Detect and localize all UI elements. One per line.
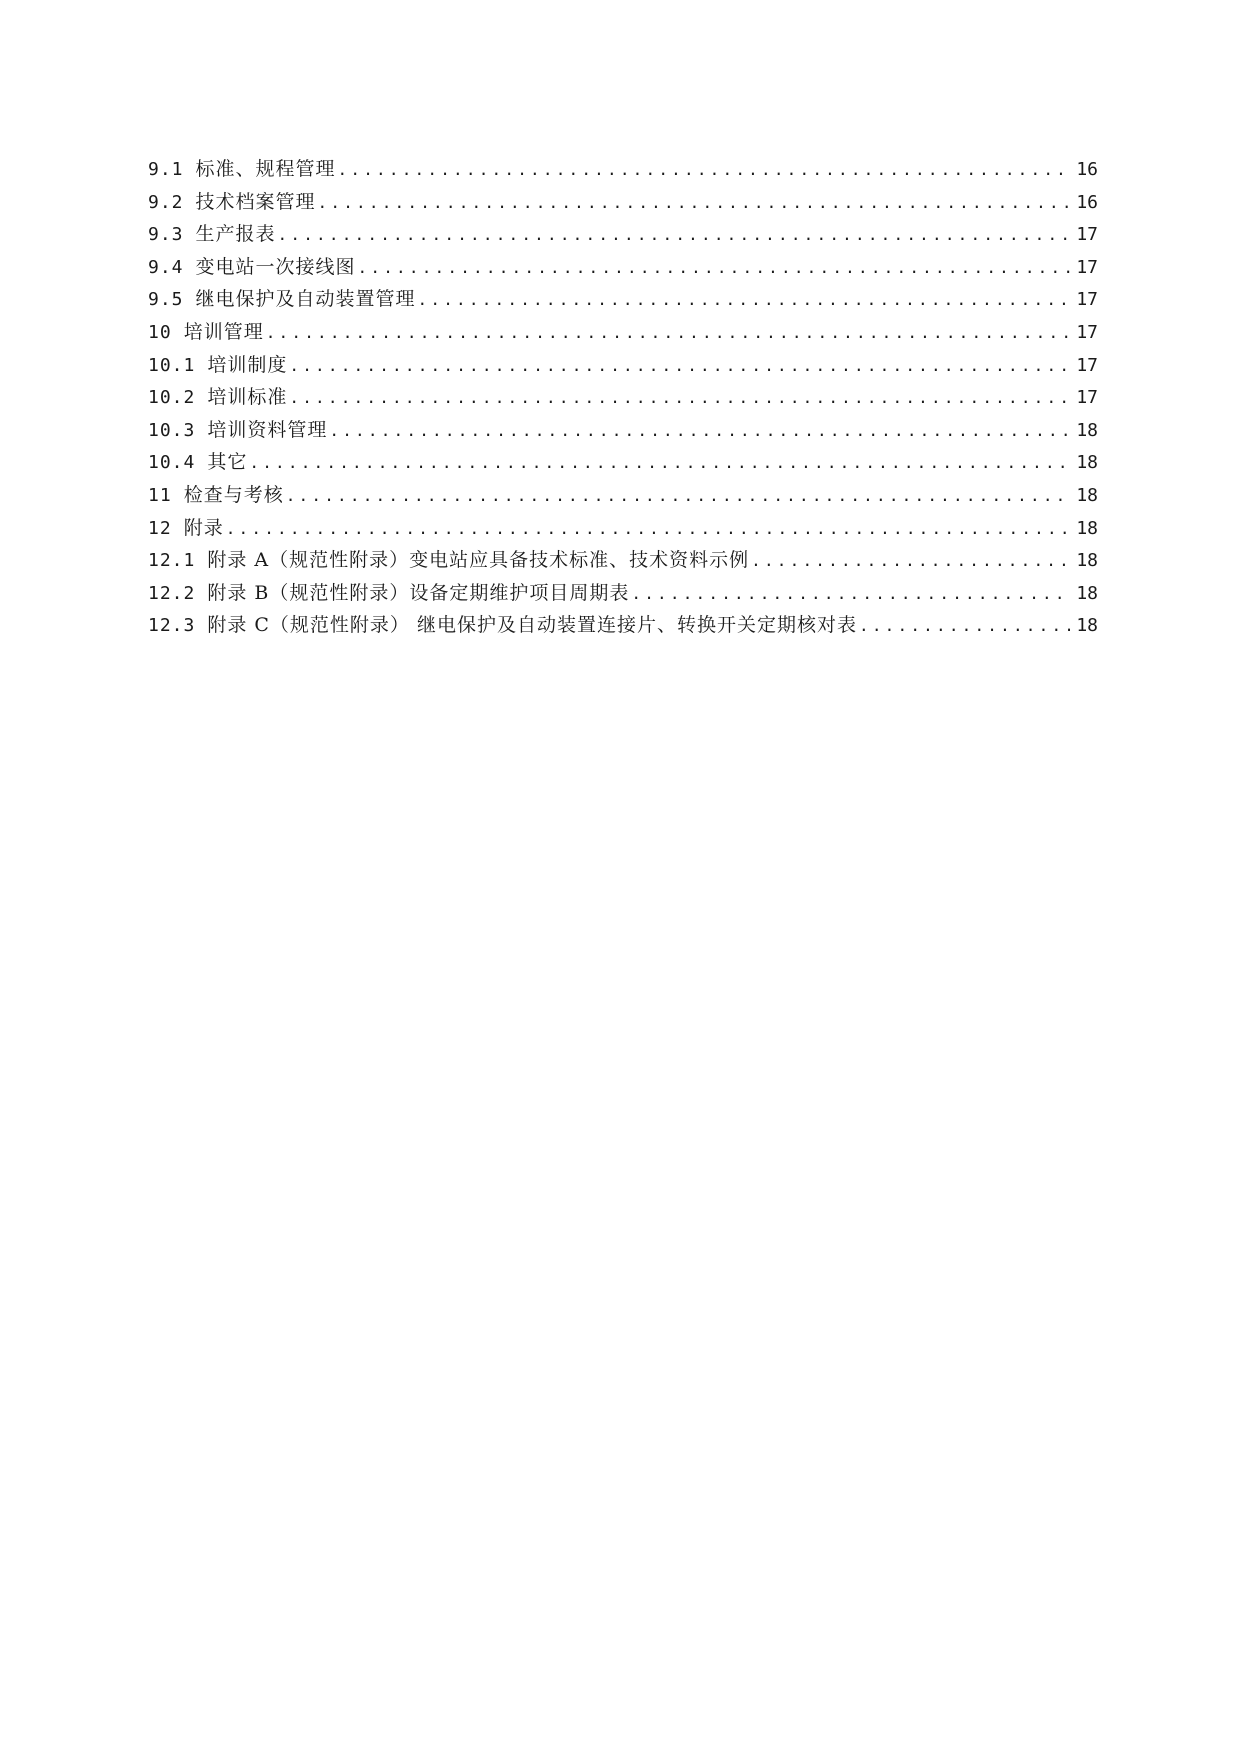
toc-dot-leader xyxy=(226,513,1071,546)
toc-entry-number: 10.2 xyxy=(148,387,196,409)
toc-entry[interactable] xyxy=(148,251,1098,284)
toc-dot-leader xyxy=(418,284,1071,317)
toc-entry[interactable] xyxy=(148,381,1098,414)
toc-entry-title: 培训管理 xyxy=(183,320,264,343)
toc-entry-page: 18 xyxy=(1076,484,1098,506)
toc-entry-title: 培训标准 xyxy=(207,386,288,409)
toc-entry[interactable] xyxy=(148,414,1098,447)
toc-entry-number: 12.3 xyxy=(148,615,196,637)
toc-entry-page: 18 xyxy=(1076,582,1098,604)
toc-dot-leader xyxy=(358,252,1071,285)
toc-entry-page: 17 xyxy=(1076,289,1098,311)
toc-entry-page: 17 xyxy=(1076,387,1098,409)
toc-entry-page: 18 xyxy=(1076,550,1098,572)
toc-entry-page: 17 xyxy=(1076,224,1098,246)
toc-dot-leader xyxy=(289,350,1070,383)
toc-entry[interactable] xyxy=(148,153,1098,186)
toc-dot-leader xyxy=(338,154,1071,187)
toc-dot-leader xyxy=(266,317,1071,350)
toc-entry[interactable] xyxy=(148,186,1098,219)
toc-entry-title: 培训资料管理 xyxy=(207,418,328,441)
toc-entry[interactable] xyxy=(148,349,1098,382)
toc-entry-title: 标准、规程管理 xyxy=(195,158,336,180)
toc-entry-title: 其它 xyxy=(207,451,248,474)
toc-entry-number: 9.4 xyxy=(148,256,184,278)
toc-entry-title: 检查与考核 xyxy=(183,483,284,506)
toc-entry-title: 技术档案管理 xyxy=(195,190,316,213)
toc-entry[interactable] xyxy=(148,283,1098,316)
toc-entry-number: 10.1 xyxy=(148,354,196,376)
toc-dot-leader xyxy=(278,219,1071,252)
toc-entry[interactable] xyxy=(148,512,1098,545)
toc-entry-number: 10.4 xyxy=(148,452,196,474)
toc-entry-page: 18 xyxy=(1076,419,1098,441)
toc-dot-leader xyxy=(286,480,1071,513)
toc-entry-number: 12.1 xyxy=(148,550,196,572)
toc-entry-title: 附录 B（规范性附录）设备定期维护项目周期表 xyxy=(207,581,630,604)
toc-entry-title: 生产报表 xyxy=(195,223,276,246)
toc-entry[interactable] xyxy=(148,479,1098,512)
toc-entry-title: 继电保护及自动装置管理 xyxy=(195,288,416,311)
toc-dot-leader xyxy=(329,415,1070,448)
toc-entry-number: 9.2 xyxy=(148,191,184,213)
toc-entry-number: 9.1 xyxy=(148,159,184,180)
toc-entry[interactable] xyxy=(148,544,1098,577)
toc-entry-page: 17 xyxy=(1076,354,1098,376)
toc-entry[interactable] xyxy=(148,446,1098,479)
toc-entry-number: 9.3 xyxy=(148,224,184,246)
toc-dot-leader xyxy=(631,578,1070,611)
toc-entry-page: 18 xyxy=(1076,452,1098,474)
toc-dot-leader xyxy=(318,187,1071,220)
toc-entry[interactable] xyxy=(148,316,1098,349)
table-of-contents xyxy=(148,153,1098,642)
toc-entry[interactable] xyxy=(148,577,1098,610)
toc-entry-title: 变电站一次接线图 xyxy=(195,255,356,278)
toc-entry-title: 附录 C（规范性附录） 继电保护及自动装置连接片、转换开关定期核对表 xyxy=(207,614,857,637)
toc-entry-page: 16 xyxy=(1076,191,1098,213)
toc-entry-title: 附录 xyxy=(183,516,224,539)
toc-entry-number: 10 xyxy=(148,321,172,343)
toc-entry-page: 17 xyxy=(1076,256,1098,278)
toc-entry-page: 16 xyxy=(1076,159,1098,180)
toc-entry-title: 附录 A（规范性附录）变电站应具备技术标准、技术资料示例 xyxy=(207,549,750,572)
toc-entry-number: 9.5 xyxy=(148,289,184,311)
toc-entry-number: 10.3 xyxy=(148,419,196,441)
toc-entry-page: 18 xyxy=(1076,517,1098,539)
toc-entry[interactable] xyxy=(148,218,1098,251)
toc-entry-page: 18 xyxy=(1076,615,1098,637)
toc-entry-page: 17 xyxy=(1076,321,1098,343)
toc-entry-number: 11 xyxy=(148,484,172,506)
toc-dot-leader xyxy=(249,447,1070,480)
toc-entry-title: 培训制度 xyxy=(207,353,288,376)
toc-entry-number: 12.2 xyxy=(148,582,196,604)
toc-dot-leader xyxy=(751,545,1070,578)
toc-entry[interactable] xyxy=(148,609,1098,642)
toc-dot-leader xyxy=(859,610,1070,643)
toc-entry-number: 12 xyxy=(148,517,172,539)
toc-dot-leader xyxy=(289,382,1070,415)
